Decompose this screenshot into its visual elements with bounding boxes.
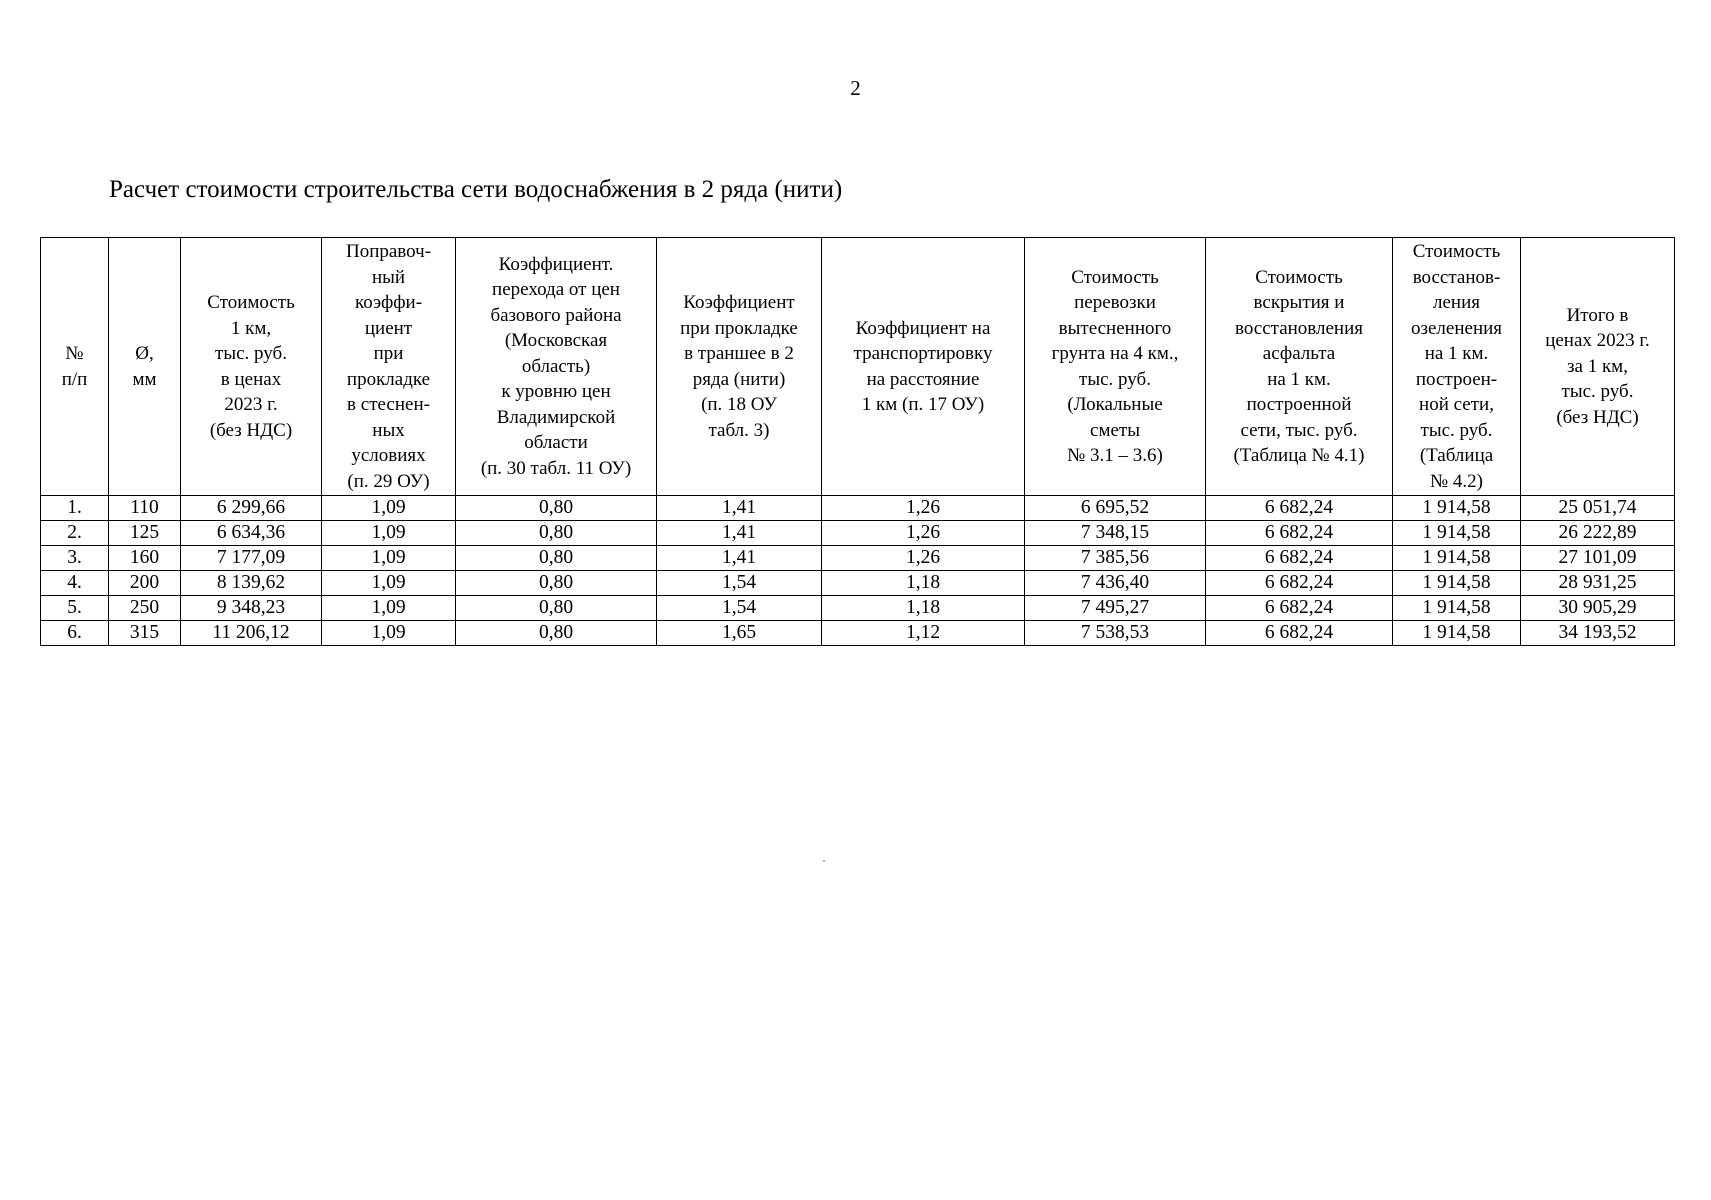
cell-diameter: 200 [109, 571, 181, 596]
table-row [41, 571, 1675, 596]
header-soil-transport-cost: Стоимость перевозки вытесненного грунта на 4 км., тыс. руб. (Локальные сметы № 3.1 – 3.6) [1025, 238, 1206, 496]
cell-transport-coefficient: 1,18 [822, 596, 1025, 621]
cell-regional-coefficient: 0,80 [456, 521, 657, 546]
cell-constrained-coefficient: 1,09 [322, 496, 456, 521]
cell-landscaping-cost: 1 914,58 [1393, 496, 1521, 521]
header-cost-per-km: Стоимость 1 км, тыс. руб. в ценах 2023 г. (без НДС) [181, 238, 322, 496]
cell-regional-coefficient: 0,80 [456, 571, 657, 596]
cell-asphalt-cost: 6 682,24 [1206, 596, 1393, 621]
cell-row-number: 2. [41, 521, 109, 546]
scan-speck [823, 860, 825, 862]
cell-trench-coefficient: 1,41 [657, 496, 822, 521]
cell-total: 25 051,74 [1521, 496, 1675, 521]
header-landscaping-cost: Стоимость восстанов- ления озеленения на 1 км. построен- ной сети, тыс. руб. (Таблица № 4.2) [1393, 238, 1521, 496]
cell-asphalt-cost: 6 682,24 [1206, 521, 1393, 546]
cell-row-number: 1. [41, 496, 109, 521]
cell-transport-coefficient: 1,12 [822, 621, 1025, 646]
cell-row-number: 3. [41, 546, 109, 571]
table-row [41, 496, 1675, 521]
cell-regional-coefficient: 0,80 [456, 496, 657, 521]
cell-landscaping-cost: 1 914,58 [1393, 596, 1521, 621]
cell-diameter: 110 [109, 496, 181, 521]
cell-diameter: 125 [109, 521, 181, 546]
header-transport-coefficient: Коэффициент на транспортировку на расстояние 1 км (п. 17 ОУ) [822, 238, 1025, 496]
cell-trench-coefficient: 1,54 [657, 571, 822, 596]
cell-trench-coefficient: 1,65 [657, 621, 822, 646]
cost-calculation-table [40, 237, 1675, 646]
table-row [41, 596, 1675, 621]
cell-cost-per-km: 8 139,62 [181, 571, 322, 596]
cell-total: 26 222,89 [1521, 521, 1675, 546]
cell-landscaping-cost: 1 914,58 [1393, 621, 1521, 646]
cell-soil-transport-cost: 7 436,40 [1025, 571, 1206, 596]
cell-row-number: 4. [41, 571, 109, 596]
table-row [41, 521, 1675, 546]
cell-row-number: 6. [41, 621, 109, 646]
cell-cost-per-km: 7 177,09 [181, 546, 322, 571]
header-constrained-conditions-coefficient: Поправоч- ный коэффи- циент при прокладке в стеснен- ных условиях (п. 29 ОУ) [322, 238, 456, 496]
cell-cost-per-km: 6 299,66 [181, 496, 322, 521]
header-regional-price-coefficient: Коэффициент. перехода от цен базового района (Московская область) к уровню цен Владимирской области (п. 30 табл. 11 ОУ) [456, 238, 657, 496]
cell-regional-coefficient: 0,80 [456, 621, 657, 646]
cell-total: 28 931,25 [1521, 571, 1675, 596]
page-number: 2 [850, 76, 861, 100]
cell-trench-coefficient: 1,41 [657, 521, 822, 546]
header-asphalt-cost: Стоимость вскрытия и восстановления асфальта на 1 км. построенной сети, тыс. руб. (Таблица № 4.1) [1206, 238, 1393, 496]
cell-soil-transport-cost: 6 695,52 [1025, 496, 1206, 521]
cell-transport-coefficient: 1,26 [822, 546, 1025, 571]
cell-cost-per-km: 9 348,23 [181, 596, 322, 621]
cell-soil-transport-cost: 7 538,53 [1025, 621, 1206, 646]
cell-landscaping-cost: 1 914,58 [1393, 546, 1521, 571]
cell-trench-coefficient: 1,54 [657, 596, 822, 621]
table-row [41, 621, 1675, 646]
cell-row-number: 5. [41, 596, 109, 621]
cell-trench-coefficient: 1,41 [657, 546, 822, 571]
header-diameter: Ø, мм [109, 238, 181, 496]
cell-regional-coefficient: 0,80 [456, 596, 657, 621]
cell-landscaping-cost: 1 914,58 [1393, 571, 1521, 596]
table-header-row [41, 238, 1675, 496]
cell-soil-transport-cost: 7 385,56 [1025, 546, 1206, 571]
cell-asphalt-cost: 6 682,24 [1206, 496, 1393, 521]
cell-constrained-coefficient: 1,09 [322, 596, 456, 621]
cell-asphalt-cost: 6 682,24 [1206, 621, 1393, 646]
cell-diameter: 160 [109, 546, 181, 571]
cell-landscaping-cost: 1 914,58 [1393, 521, 1521, 546]
cell-regional-coefficient: 0,80 [456, 546, 657, 571]
header-trench-two-rows-coefficient: Коэффициент при прокладке в траншее в 2 ряда (нити) (п. 18 ОУ табл. 3) [657, 238, 822, 496]
cell-transport-coefficient: 1,26 [822, 521, 1025, 546]
cell-constrained-coefficient: 1,09 [322, 521, 456, 546]
cell-asphalt-cost: 6 682,24 [1206, 571, 1393, 596]
cell-constrained-coefficient: 1,09 [322, 621, 456, 646]
cell-cost-per-km: 6 634,36 [181, 521, 322, 546]
header-row-number: № п/п [41, 238, 109, 496]
header-total: Итого в ценах 2023 г. за 1 км, тыс. руб. (без НДС) [1521, 238, 1675, 496]
table-row [41, 546, 1675, 571]
cell-diameter: 315 [109, 621, 181, 646]
cell-total: 30 905,29 [1521, 596, 1675, 621]
cell-transport-coefficient: 1,18 [822, 571, 1025, 596]
cell-asphalt-cost: 6 682,24 [1206, 546, 1393, 571]
cell-diameter: 250 [109, 596, 181, 621]
document-title: Расчет стоимости строительства сети водоснабжения в 2 ряда (нити) [109, 176, 843, 203]
cell-total: 34 193,52 [1521, 621, 1675, 646]
cell-constrained-coefficient: 1,09 [322, 546, 456, 571]
cell-transport-coefficient: 1,26 [822, 496, 1025, 521]
cell-soil-transport-cost: 7 348,15 [1025, 521, 1206, 546]
cell-cost-per-km: 11 206,12 [181, 621, 322, 646]
cell-total: 27 101,09 [1521, 546, 1675, 571]
cell-constrained-coefficient: 1,09 [322, 571, 456, 596]
cell-soil-transport-cost: 7 495,27 [1025, 596, 1206, 621]
